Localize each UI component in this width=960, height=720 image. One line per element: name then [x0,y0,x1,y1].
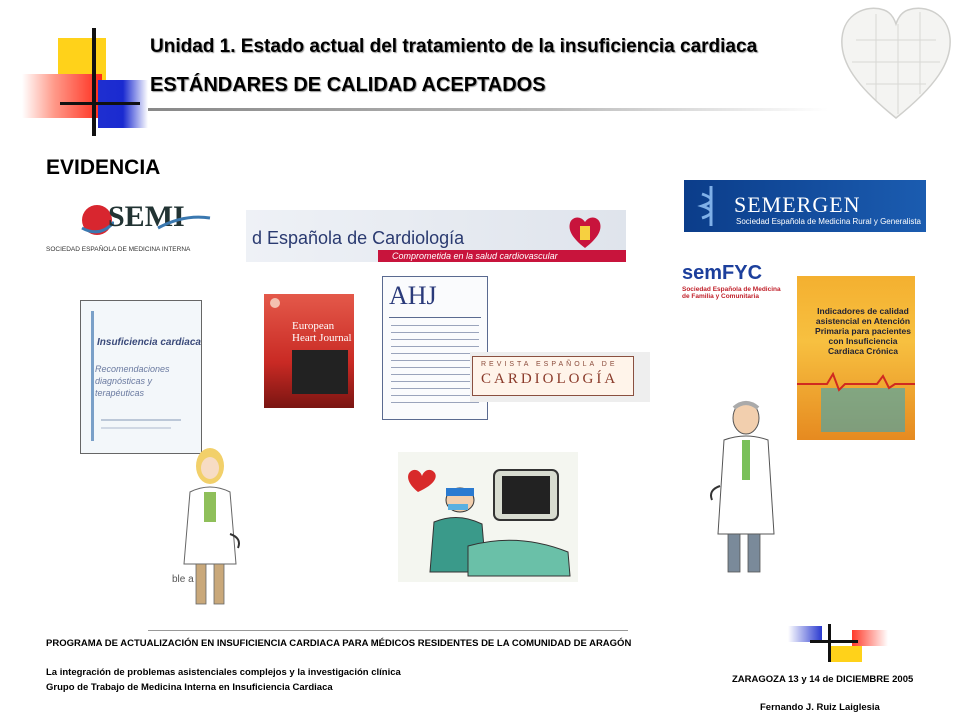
male-doctor-illustration [706,396,780,578]
book-divider [101,427,171,429]
footer-deco-red [852,630,888,646]
rec-top-text: REVISTA ESPAÑOLA DE [481,361,618,368]
footer-author: Fernando J. Ruiz Laiglesia [760,702,880,713]
surgeon-drawing [398,452,578,582]
footer-date: ZARAGOZA 13 y 14 de DICIEMBRE 2005 [732,674,914,685]
footer-rule [148,630,628,631]
deco-horizontal-line [60,102,140,105]
semi-name: SEMI [108,200,185,233]
footer-program: PROGRAMA DE ACTUALIZACIÓN EN INSUFICIENCIA CARDIACA PARA MÉDICOS RESIDENTES DE LA COMUNIDAD DE ARAGÓN [46,638,632,649]
ahj-title: AHJ [389,281,437,310]
sec-heart-emblem-icon [568,214,602,250]
semergen-logo [684,180,926,232]
ehj-emblem-icon [270,298,280,308]
indicators-book-cover [797,276,915,440]
ecg-line-icon [797,372,915,392]
semfyc-name: semFYC [682,262,763,284]
ic-book-subtitle: Recomendaciones diagnósticas y terapéuticas [95,364,170,398]
ehj-title: European Heart Journal [292,320,352,344]
caduceus-icon [694,184,728,228]
semfyc-logo [682,262,781,308]
semi-logo [44,198,224,260]
header-rule [148,108,828,111]
book-divider [101,419,181,421]
semergen-name: SEMERGEN [734,192,861,217]
sec-tagline: Comprometida en la salud cardiovascular [378,250,626,262]
ahj-contents-lines [391,325,479,405]
ahj-divider [389,317,481,318]
slide-subtitle: ESTÁNDARES DE CALIDAD ACEPTADOS [150,74,546,96]
ic-book-cover [80,300,202,454]
footer-deco-vline [828,624,831,662]
ehj-cover [264,294,354,408]
female-doctor-illustration [170,444,250,612]
semi-full-name: SOCIEDAD ESPAÑOLA DE MEDICINA INTERNA [46,246,191,253]
deco-vertical-line [92,28,96,136]
indicators-book-title: Indicadores de calidad asistencial en Atención Primaria para pacientes con Insuficiencia Cardiaca Crónica [815,306,911,356]
semergen-full-name: Sociedad Española de Medicina Rural y Generalista [736,217,921,226]
book-spine-line [91,311,94,441]
rec-cover [470,352,650,402]
deco-red-square [22,74,102,118]
rec-main-text: CARDIOLOGÍA [481,371,619,387]
section-label: EVIDENCIA [46,156,161,179]
surgeon-illustration [398,452,578,582]
footer-line-2: La integración de problemas asistenciales complejos y la investigación clínica [46,667,401,678]
puzzle-heart-image [836,0,956,124]
ic-book-title: Insuficiencia cardiaca [97,337,201,348]
semfyc-full-name: Sociedad Española de Medicina de Familia y Comunitaria [682,286,781,300]
footer-line-3: Grupo de Trabajo de Medicina Interna en Insuficiencia Cardiaca [46,682,333,693]
sec-banner [246,210,626,262]
rec-frame [472,356,634,396]
semi-swoosh-icon [156,212,212,232]
ehj-cover-image [292,350,348,394]
unit-title: Unidad 1. Estado actual del tratamiento de la insuficiencia cardiaca [150,36,758,57]
indicators-illustration [821,388,905,432]
footer-deco-yellow [830,646,862,662]
sec-name: d Española de Cardiología [252,228,465,248]
illustration-caption: ble a [172,574,194,585]
footer-deco-hline [810,640,858,643]
